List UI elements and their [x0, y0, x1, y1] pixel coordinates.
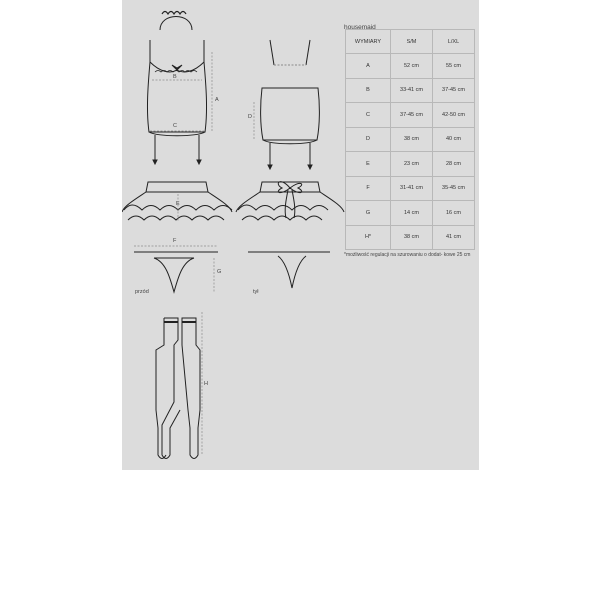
table-row: [346, 78, 475, 103]
row-label: C: [346, 103, 391, 128]
header-cell-measure: WYMIARY: [346, 30, 391, 54]
product-title: housemaid: [344, 24, 376, 31]
value-lxl: 42-50 cm: [433, 103, 475, 128]
value-sm: 37-45 cm: [391, 103, 433, 128]
table-row: [346, 225, 475, 250]
back-corset-drawing: [261, 40, 320, 169]
label-h: H: [204, 381, 208, 387]
header-cell-lxl: L/XL: [433, 30, 475, 54]
label-b: B: [173, 74, 177, 80]
value-sm: 38 cm: [391, 225, 433, 250]
value-sm: 23 cm: [391, 152, 433, 177]
row-label: B: [346, 78, 391, 103]
value-lxl: 37-45 cm: [433, 78, 475, 103]
table-row: [346, 127, 475, 152]
table-row: [346, 103, 475, 128]
footnote: *możliwość regulacji na szurowaniu o dodat- kowe 25 cm: [344, 252, 471, 258]
value-sm: 31-41 cm: [391, 176, 433, 201]
label-a: A: [215, 97, 219, 103]
label-f: F: [173, 238, 177, 244]
label-d: D: [248, 114, 252, 120]
front-view-label: przód: [135, 289, 149, 295]
headband-drawing: [160, 12, 192, 31]
value-lxl: 41 cm: [433, 225, 475, 250]
value-lxl: 55 cm: [433, 54, 475, 79]
front-thong-drawing: [134, 252, 218, 292]
stockings-drawing: [156, 318, 200, 459]
value-sm: 38 cm: [391, 127, 433, 152]
label-e: E: [176, 201, 180, 207]
table-row: [346, 54, 475, 79]
label-g: G: [217, 269, 222, 275]
table-header-row: [346, 30, 475, 54]
product-sheet: [122, 0, 479, 470]
row-label: H*: [346, 225, 391, 250]
value-sm: 33-41 cm: [391, 78, 433, 103]
table-row: [346, 152, 475, 177]
header-cell-sm: S/M: [391, 30, 433, 54]
value-sm: 52 cm: [391, 54, 433, 79]
front-corset-drawing: [147, 40, 206, 164]
back-view-label: tył: [253, 289, 259, 295]
table-row: [346, 176, 475, 201]
table-row: [346, 201, 475, 226]
value-lxl: 16 cm: [433, 201, 475, 226]
value-lxl: 28 cm: [433, 152, 475, 177]
value-lxl: 40 cm: [433, 127, 475, 152]
label-c: C: [173, 123, 177, 129]
value-lxl: 35-45 cm: [433, 176, 475, 201]
value-sm: 14 cm: [391, 201, 433, 226]
size-table: [345, 29, 475, 250]
back-skirt-drawing: [236, 182, 344, 220]
row-label: D: [346, 127, 391, 152]
row-label: F: [346, 176, 391, 201]
back-thong-drawing: [248, 252, 330, 288]
row-label: G: [346, 201, 391, 226]
row-label: E: [346, 152, 391, 177]
row-label: A: [346, 54, 391, 79]
